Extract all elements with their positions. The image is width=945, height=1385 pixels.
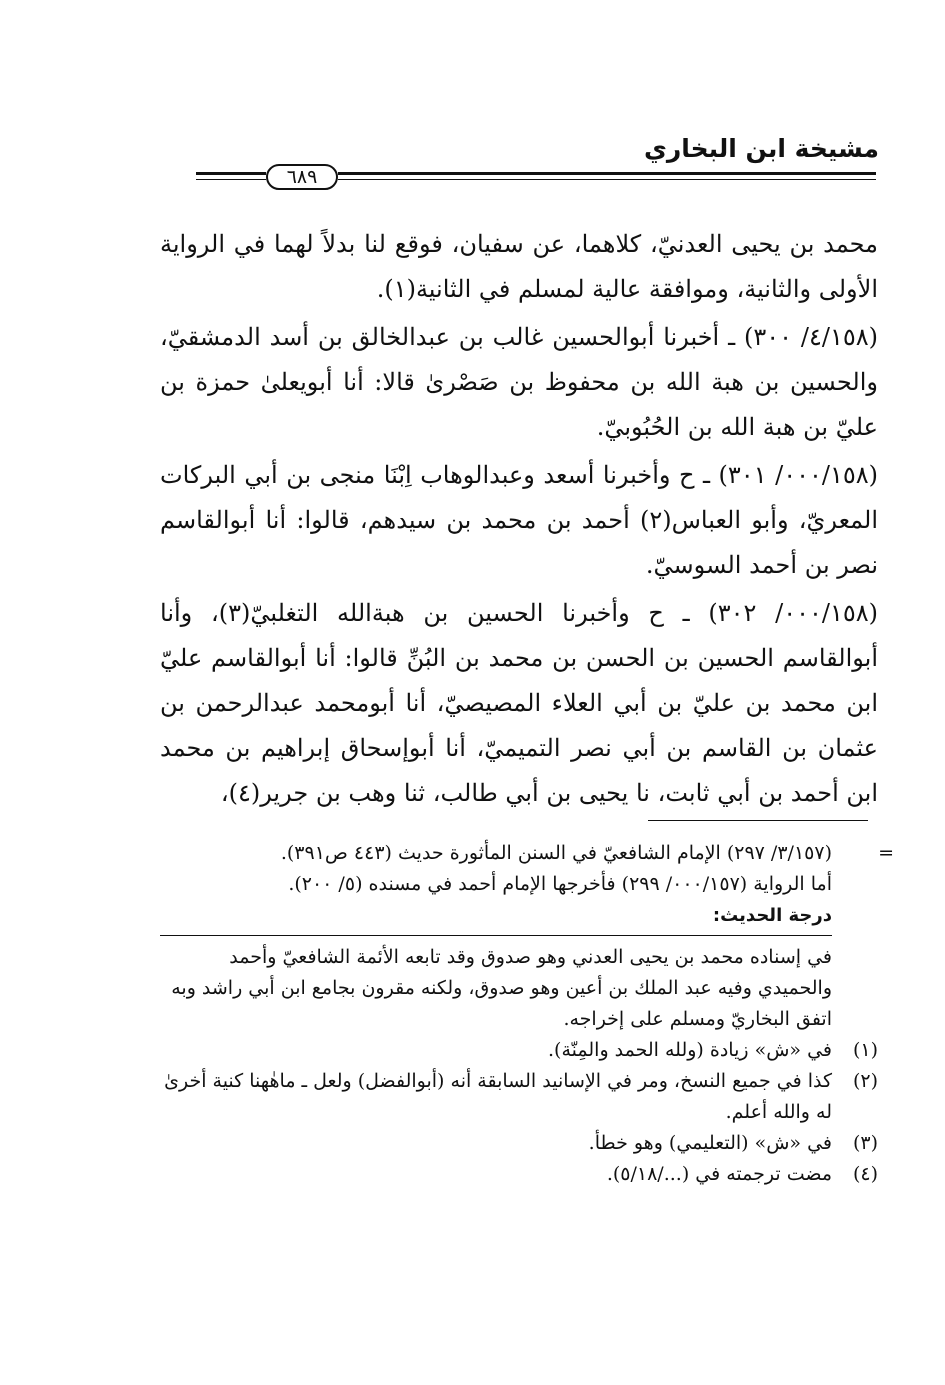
page-number: ٦٨٩ bbox=[266, 164, 338, 190]
continuation-line-1: (٣/١٥٧/ ٢٩٧) الإمام الشافعيّ في السنن المأثورة حديث (٤٤٣ ص٣٩١). bbox=[280, 842, 832, 864]
main-text bbox=[160, 222, 878, 816]
grade-divider bbox=[160, 935, 832, 936]
footnote-number: (١) bbox=[852, 1039, 878, 1061]
continuation-line-2: أما الرواية (٠٠٠/١٥٧/ ٢٩٩) فأخرجها الإمام أحمد في مسنده (٥/ ٢٠٠). bbox=[288, 873, 832, 895]
footnote-number: (٤) bbox=[852, 1163, 878, 1185]
grade-heading: درجة الحديث: bbox=[712, 905, 832, 926]
grade-text: في إسناده محمد بن يحيى العدني وهو صدوق وقد تابعه الأئمة الشافعيّ وأحمد والحميدي وفيه عبد الملك بن أعين وهو صدوق، ولكنه مقرون بجامع ابن أبي راشد وبه اتفق البخاريّ ومسلم على إخراجه. bbox=[171, 946, 832, 1030]
footnote-2 bbox=[160, 1066, 878, 1128]
running-title: مشيخة ابن البخاري bbox=[643, 134, 879, 163]
footnote-3 bbox=[160, 1128, 878, 1159]
footnote-text: في «ش» زيادة (ولله الحمد والمِنّة). bbox=[548, 1039, 832, 1061]
header-rule-left bbox=[196, 170, 266, 184]
footnote-1 bbox=[160, 1035, 878, 1066]
continuation-mark: = bbox=[878, 842, 894, 864]
footnote-separator bbox=[648, 820, 868, 821]
footnote-text: في «ش» (التعليمي) وهو خطأ. bbox=[588, 1132, 832, 1154]
footnote-number: (٢) bbox=[852, 1070, 878, 1092]
paragraph-2: (٤/١٥٨/ ٣٠٠) ـ أخبرنا أبوالحسين غالب بن عبدالخالق بن أسد الدمشقيّ، والحسين بن هبة الله بن محفوظ بن صَصْرىٰ قالا: أنا أبويعلىٰ حمزة بن عليّ بن هبة الله بن الحُبُوبيّ. bbox=[160, 323, 878, 441]
footnote-4 bbox=[160, 1159, 878, 1190]
footnotes bbox=[160, 838, 894, 1190]
footnote-continuation bbox=[160, 838, 894, 1035]
paragraph-1: محمد بن يحيى العدنيّ، كلاهما، عن سفيان، فوقع لنا بدلاً لهما في الرواية الأولى والثانية، وموافقة عالية لمسلم في الثانية(١). bbox=[160, 230, 878, 303]
header-rule-right bbox=[338, 170, 876, 184]
footnote-text: مضت ترجمته في (.../٥/١٨). bbox=[606, 1163, 832, 1185]
paragraph-4: (٠٠٠/١٥٨/ ٣٠٢) ـ ح وأخبرنا الحسين بن هبةالله التغلبيّ(٣)، وأنا أبوالقاسم الحسين بن الحسن بن محمد بن البُنِّ قالوا: أنا أبوالقاسم عليّ ابن محمد بن عليّ بن أبي العلاء المصيصيّ، أنا أبومحمد عبدالرحمن بن عثمان بن القاسم بن أبي نصر التميميّ، أنا أبوإسحاق إبراهيم بن محمد ابن أحمد بن أبي ثابت، نا يحيى بن أبي طالب، ثنا وهب بن جرير(٤)، bbox=[160, 599, 878, 807]
footnote-text: كذا في جميع النسخ، ومر في الإسانيد السابقة أنه (أبوالفضل) ولعل ـ ماهٰهنا كنية أخرىٰ له والله أعلم. bbox=[164, 1070, 832, 1123]
footnote-number: (٣) bbox=[852, 1132, 878, 1154]
paragraph-3: (٠٠٠/١٥٨/ ٣٠١) ـ ح وأخبرنا أسعد وعبدالوهاب اِبْنَا منجى بن أبي البركات المعريّ، وأبو العباس(٢) أحمد بن محمد بن سيدهم، قالوا: أنا أبوالقاسم نصر بن أحمد السوسيّ. bbox=[160, 461, 878, 579]
